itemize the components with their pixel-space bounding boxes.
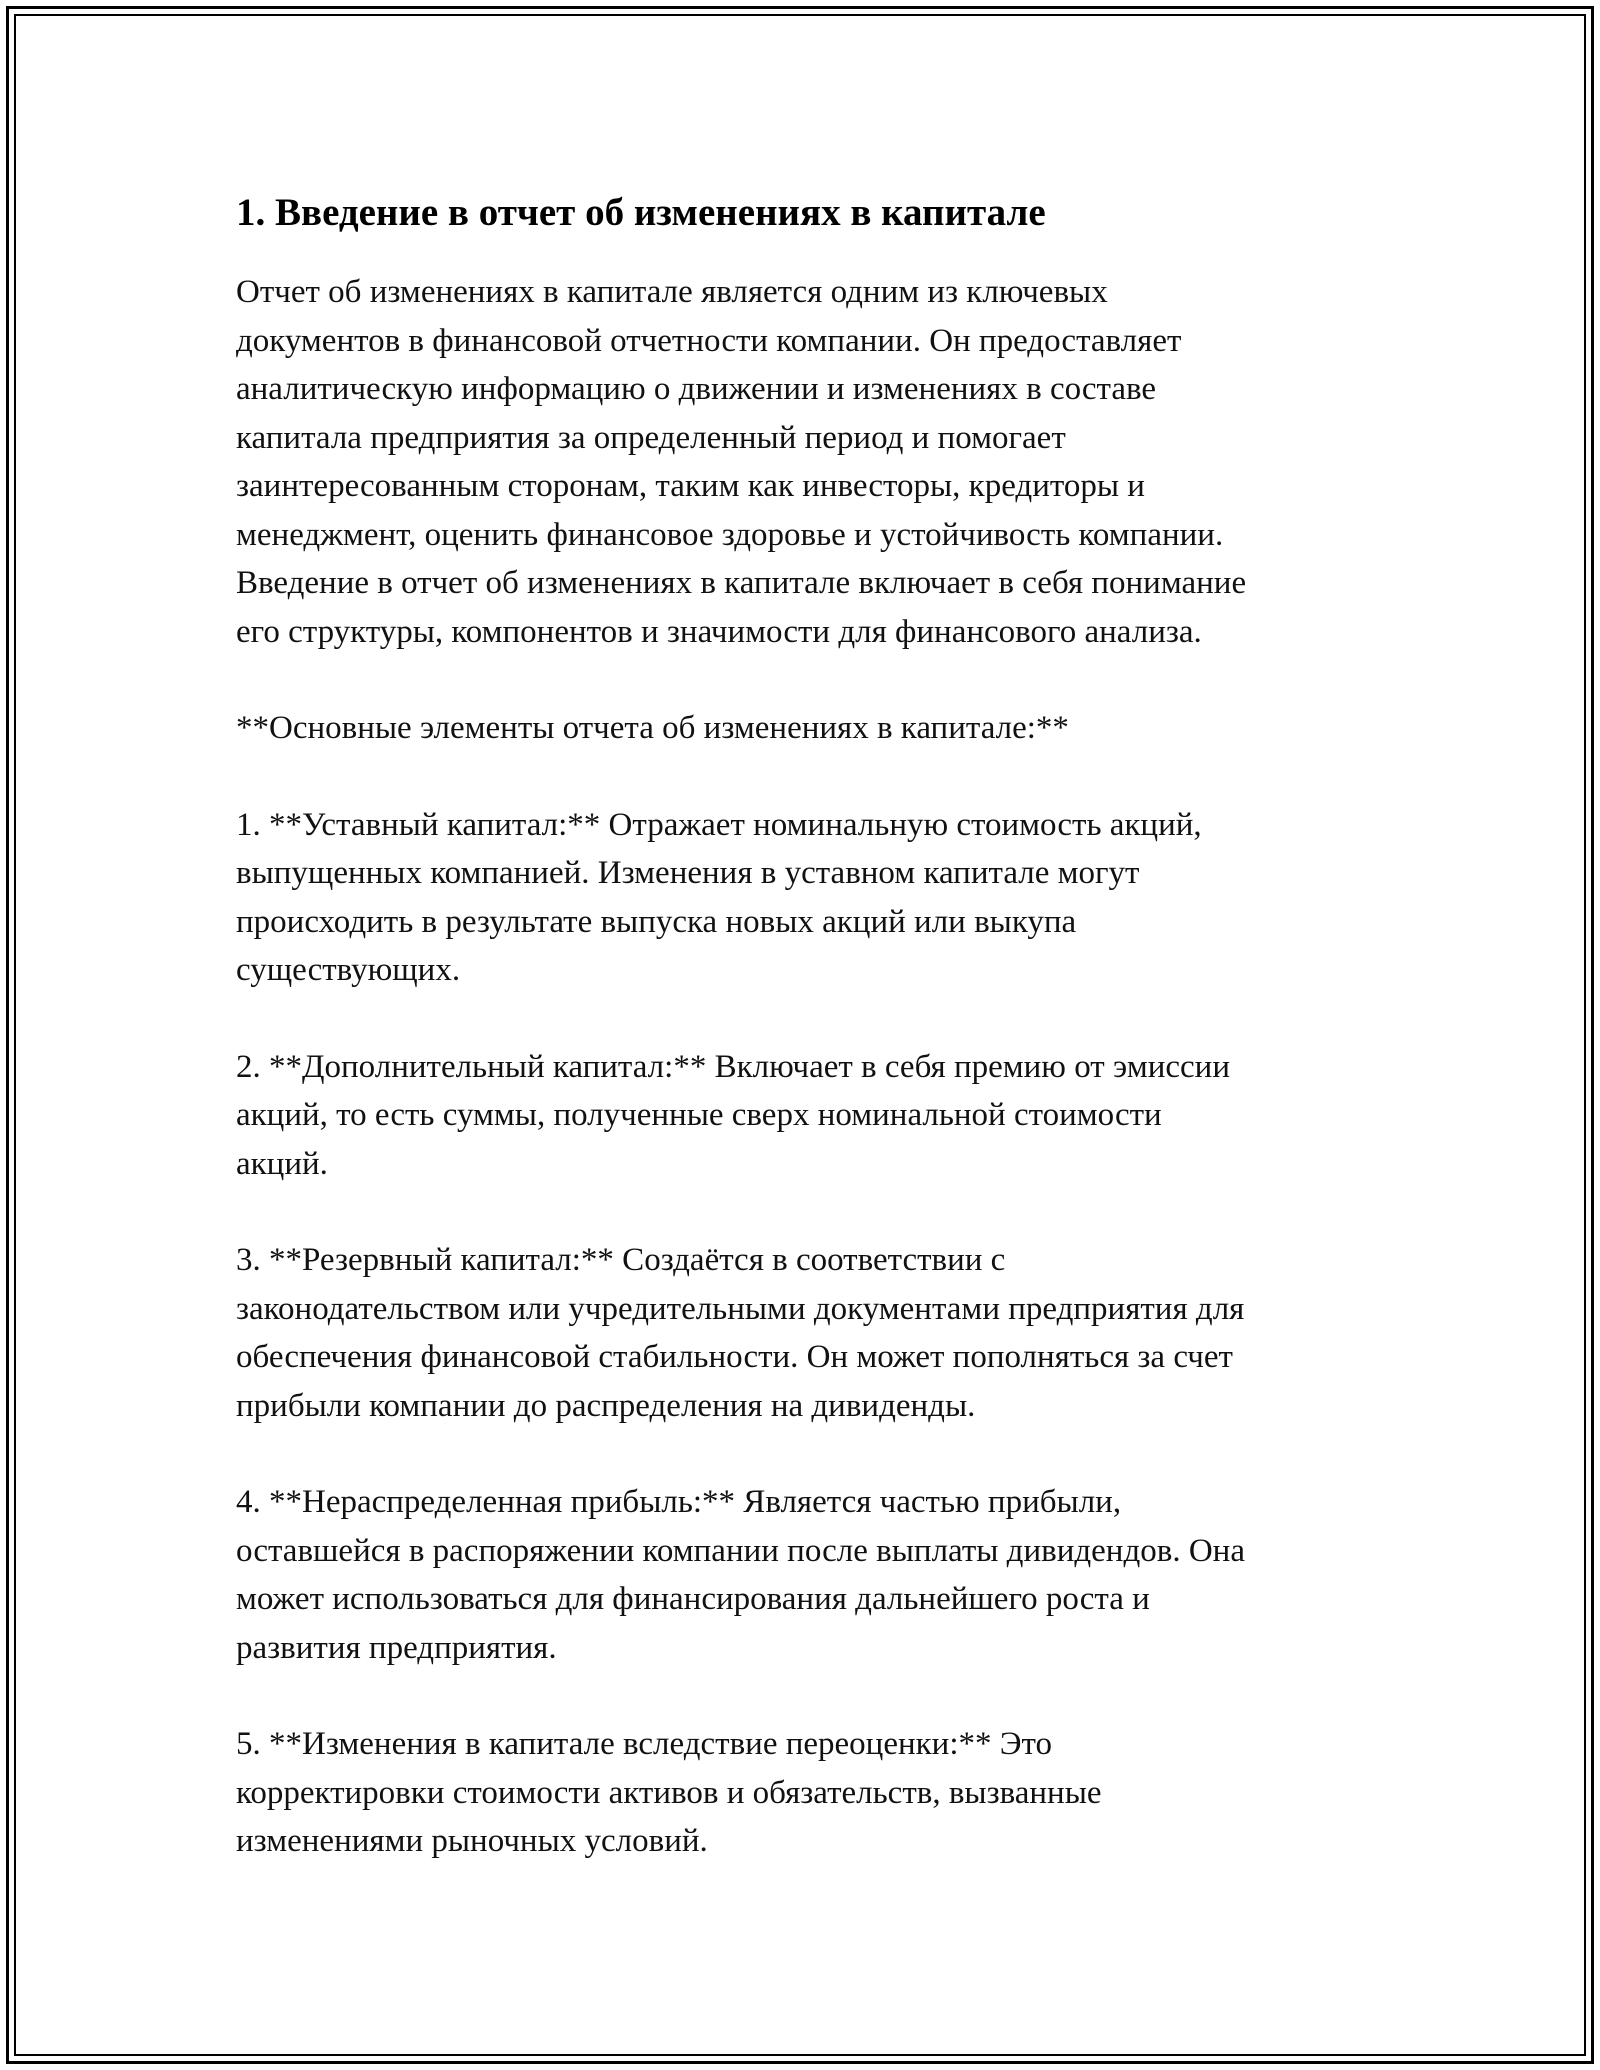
list-item-revaluation-changes: 5. **Изменения в капитале вследствие переоценки:** Это корректировки стоимости активов и обязательств, вызванные изменениями рыночных условий. [236,1726,1102,1859]
list-item-charter-capital: 1. **Уставный капитал:** Отражает номинальную стоимость акций, выпущенных компанией. Изменения в уставном капитале могут происходить в результате выпуска новых акций или выкупа существующих. [236,806,1202,988]
list-item-additional-capital: 2. **Дополнительный капитал:** Включает в себя премию от эмиссии акций, то есть суммы, полученные сверх номинальной стоимости акций. [236,1048,1230,1182]
document-body [236,188,1376,1914]
list-item-reserve-capital: 3. **Резервный капитал:** Создаётся в соответствии с законодательством или учредительными документами предприятия для обеспечения финансовой стабильности. Он может пополняться за счет прибыли компании до распределения на дивиденды. [236,1242,1245,1424]
elements-subheading: **Основные элементы отчета об изменениях в капитале:** [236,710,1069,746]
list-item-retained-earnings: 4. **Нераспределенная прибыль:** Является частью прибыли, оставшейся в распоряжении компании после выплаты дивидендов. Она может использоваться для финансирования дальнейшего роста и развития предприятия. [236,1484,1245,1666]
section-heading: 1. Введение в отчет об изменениях в капитале [236,191,1046,234]
intro-paragraph: Отчет об изменениях в капитале является одним из ключевых документов в финансовой отчетности компании. Он предоставляет аналитическую информацию о движении и изменениях в составе капитала предприятия за определенный период и помогает заинтересованным сторонам, таким как инвесторы, кредиторы и менеджмент, оценить финансовое здоровье и устойчивость компании. Введение в отчет об изменениях в капитале включает в себя понимание его структуры, компонентов и значимости для финансового анализа. [236,274,1247,650]
